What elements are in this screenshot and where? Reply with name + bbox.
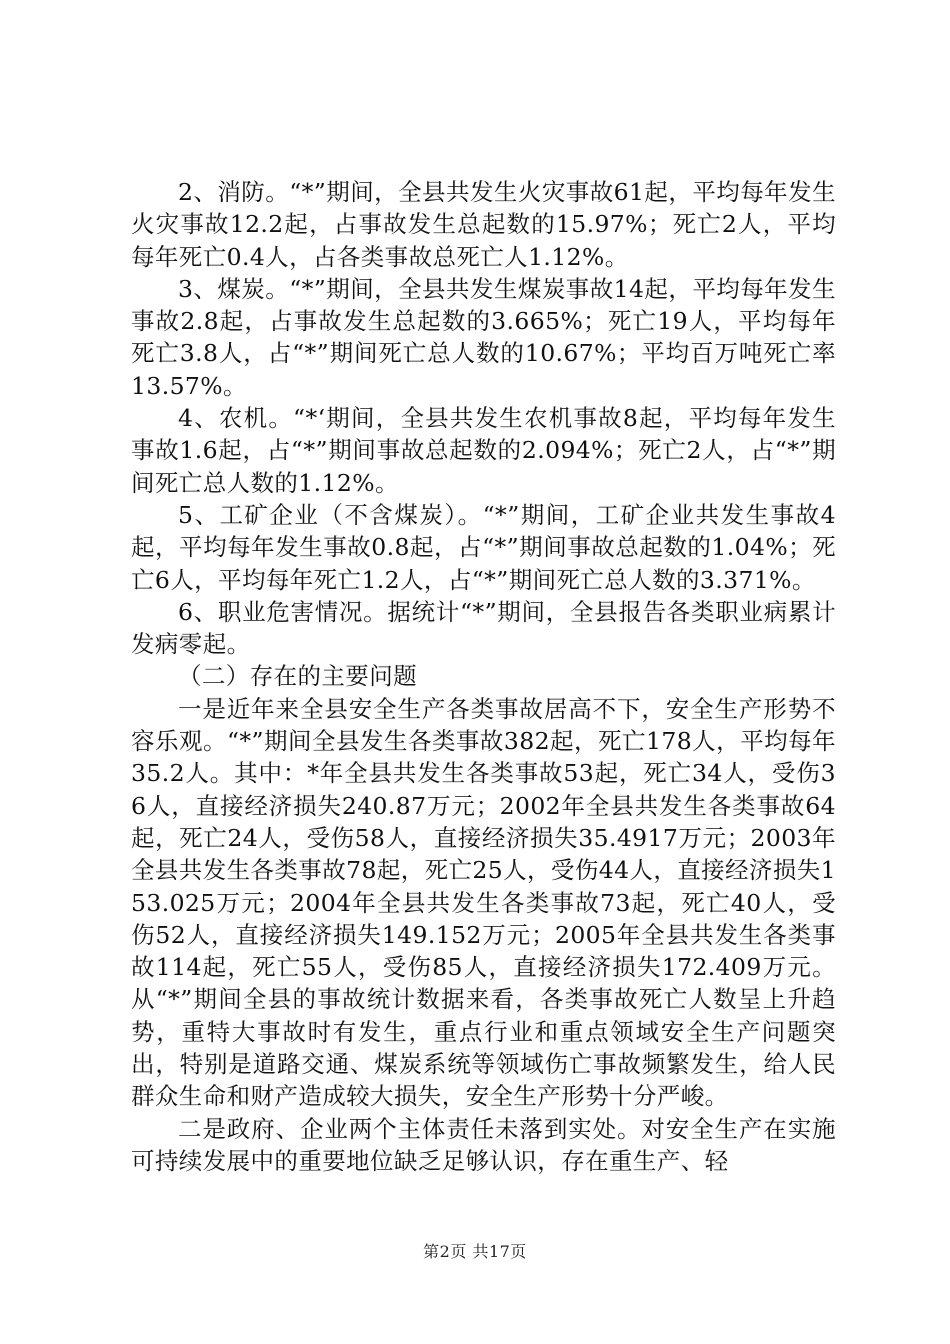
document-body bbox=[131, 176, 836, 1177]
paragraph-coal: 3、煤炭。“*”期间，全县共发生煤炭事故14起，平均每年发生事故2.8起，占事故发生总起数的3.665%；死亡19人，平均每年死亡3.8人，占“*”期间死亡总人数的10.67%；平均百万吨死亡率13.57%。 bbox=[131, 274, 836, 400]
paragraph-agri-machinery: 4、农机。“*‘期间，全县共发生农机事故8起，平均每年发生事故1.6起，占“*”期间事故总起数的2.094%；死亡2人，占“*”期间死亡总人数的1.12%。 bbox=[131, 404, 836, 497]
page-footer: 第2页 共17页 bbox=[423, 1242, 527, 1261]
paragraph-problem-two: 二是政府、企业两个主体责任未落到实处。对安全生产在实施可持续发展中的重要地位缺乏足够认识，存在重生产、轻 bbox=[131, 1114, 836, 1175]
paragraph-occupational-hazard: 6、职业危害情况。据统计“*”期间，全县报告各类职业病累计发病零起。 bbox=[131, 597, 836, 659]
paragraph-industrial-mining: 5、工矿企业（不含煤炭）。“*”期间，工矿企业共发生事故4起，平均每年发生事故0.8起，占“*”期间事故总起数的1.04%；死亡6人，平均每年死亡1.2人，占“*”期间死亡总人数的3.371%。 bbox=[131, 500, 836, 594]
paragraph-fire: 2、消防。“*”期间，全县共发生火灾事故61起，平均每年发生火灾事故12.2起，占事故发生总起数的15.97%；死亡2人，平均每年死亡0.4人，占各类事故总死亡人1.12%。 bbox=[131, 178, 836, 271]
section-heading-main-problems: （二）存在的主要问题 bbox=[178, 662, 417, 691]
paragraph-problem-one: 一是近年来全县安全生产各类事故居高不下，安全生产形势不容乐观。“*”期间全县发生各类事故382起，死亡178人，平均每年35.2人。其中：*年全县共发生各类事故53起，死亡34人，受伤36人，直接经济损失240.87万元；2002年全县共发生各类事故64起，死亡24人，受伤58人，直接经济损失35.4917万元；2003年全县共发生各类事故78起，死亡25人，受伤44人，直接经济损失153.025万元；2004年全县共发生各类事故73起，死亡40人，受伤52人，直接经济损失149.152万元；2005年全县共发生各类事故114起，死亡55人，受伤85人，直接经济损失172.409万元。从“*”期间全县的事故统计数据来看，各类事故死亡人数呈上升趋势，重特大事故时有发生，重点行业和重点领域安全生产问题突出，特别是道路交通、煤炭系统等领域伤亡事故频繁发生，给人民群众生命和财产造成较大损失，安全生产形势十分严峻。 bbox=[131, 694, 836, 1111]
